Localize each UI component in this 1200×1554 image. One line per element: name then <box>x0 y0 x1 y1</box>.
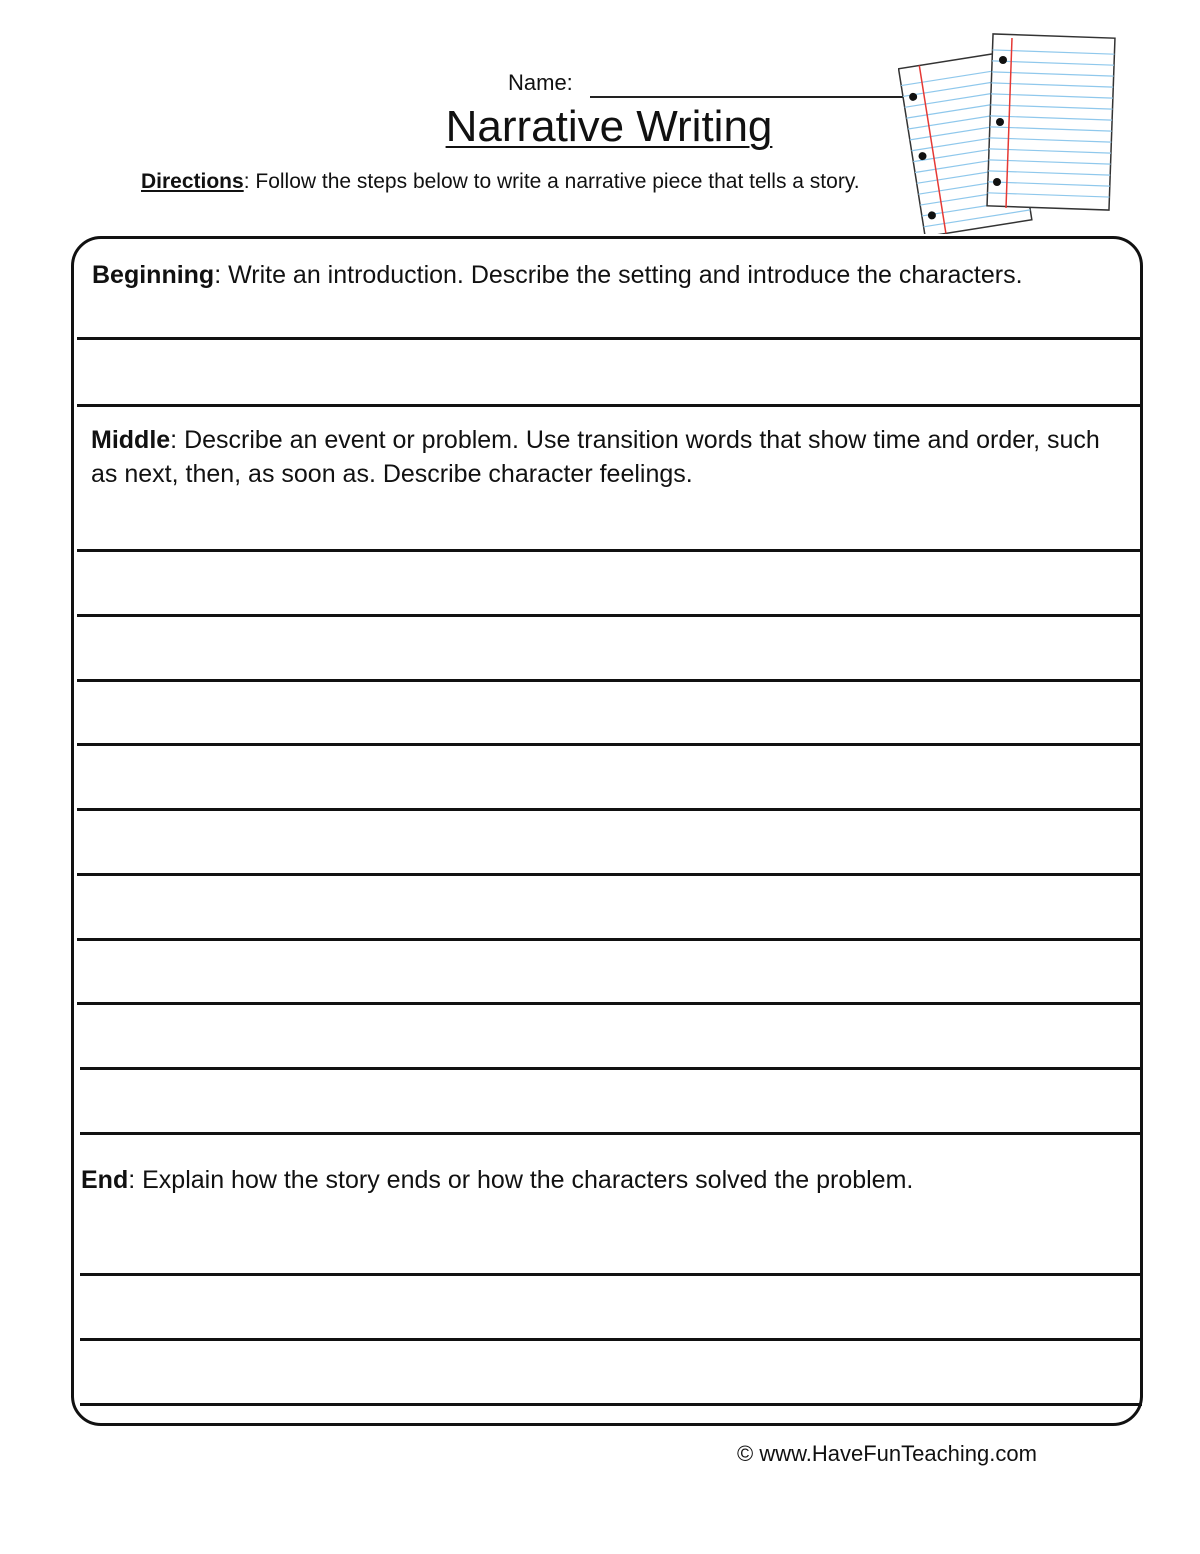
middle-writing-line[interactable] <box>77 679 1141 682</box>
beginning-prompt <box>92 258 1132 292</box>
beginning-label: Beginning <box>92 261 215 289</box>
directions <box>141 168 861 196</box>
middle-writing-line[interactable] <box>77 873 1141 876</box>
middle-writing-line[interactable] <box>77 1002 1141 1005</box>
end-writing-line[interactable] <box>80 1273 1142 1276</box>
name-field[interactable] <box>590 96 908 98</box>
end-text: : Explain how the story ends or how the characters solved the problem. <box>128 1166 914 1194</box>
writing-box <box>71 236 1143 1426</box>
middle-writing-line[interactable] <box>80 1067 1141 1070</box>
notebook-paper-icon <box>898 32 1122 234</box>
middle-prompt <box>91 423 1101 491</box>
middle-text: : Describe an event or problem. Use transition words that show time and order, such as next, then, as soon as. Describe character feelings. <box>91 426 1100 488</box>
end-prompt <box>81 1163 1131 1197</box>
page-title: Narrative Writing <box>445 102 773 151</box>
end-writing-line[interactable] <box>80 1403 1142 1406</box>
middle-writing-line[interactable] <box>77 743 1141 746</box>
name-label: Name: <box>508 70 573 95</box>
directions-text: : Follow the steps below to write a narrative piece that tells a story. <box>243 170 860 193</box>
middle-writing-line[interactable] <box>77 938 1141 941</box>
middle-label: Middle <box>91 426 171 454</box>
beginning-text: : Write an introduction. Describe the setting and introduce the characters. <box>214 261 1023 289</box>
end-writing-line[interactable] <box>80 1338 1142 1341</box>
middle-writing-line[interactable] <box>77 549 1141 552</box>
middle-writing-line[interactable] <box>80 1132 1141 1135</box>
middle-writing-line[interactable] <box>77 614 1141 617</box>
directions-label: Directions <box>141 170 244 193</box>
end-label: End <box>81 1166 129 1194</box>
middle-writing-line[interactable] <box>77 808 1141 811</box>
beginning-writing-line[interactable] <box>77 337 1141 340</box>
beginning-writing-line[interactable] <box>77 404 1141 407</box>
footer-copyright: © www.HaveFunTeaching.com <box>737 1441 1037 1466</box>
